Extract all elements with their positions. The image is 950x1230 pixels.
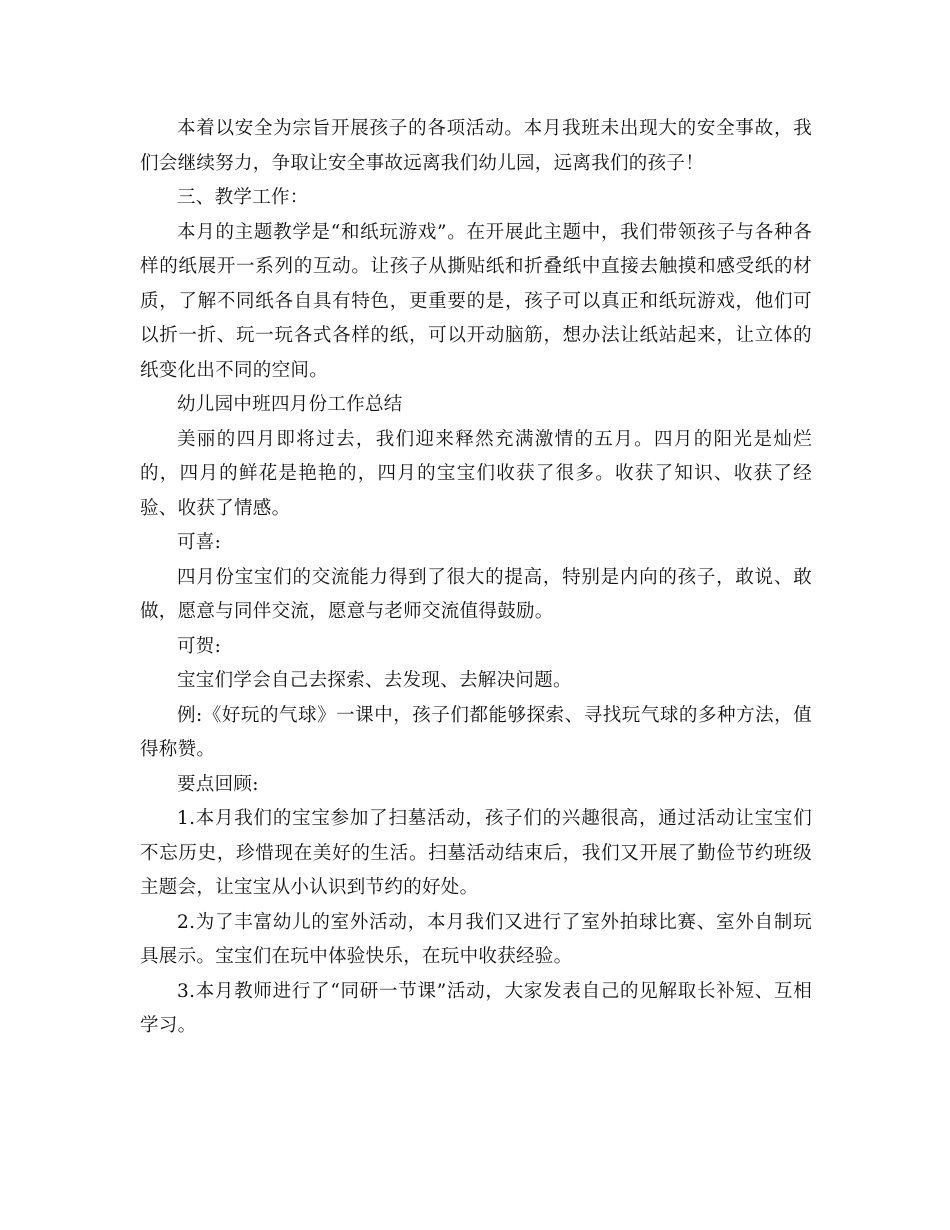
heading-teaching-work: 三、教学工作：: [177, 187, 309, 208]
paragraph-safety: 本着以安全为宗旨开展孩子的各项活动。本月我班未出现大的安全事故，我们会继续努力，争取让安全事故远离我们幼儿园，远离我们的孩子！: [140, 118, 812, 174]
list-item-review-1: 1.本月我们的宝宝参加了扫墓活动，孩子们的兴趣很高，通过活动让宝宝们不忘历史，珍惜现在美好的生活。扫墓活动结束后，我们又开展了勤俭节约班级主题会，让宝宝从小认识到节约的好处。: [140, 808, 812, 898]
list-item-review-2: 2.为了丰富幼儿的室外活动，本月我们又进行了室外拍球比赛、室外自制玩具展示。宝宝们在玩中体验快乐，在玩中收获经验。: [140, 911, 812, 967]
heading-kexi: 可喜:: [177, 532, 222, 553]
paragraph-explore: 宝宝们学会自己去探索、去发现、去解决问题。: [177, 670, 572, 691]
heading-review: 要点回顾:: [177, 773, 259, 795]
heading-april-summary: 幼儿园中班四月份工作总结: [177, 394, 403, 415]
list-item-review-3: 3.本月教师进行了“同研一节课”活动，大家发表自己的见解取长补短、互相学习。: [140, 980, 812, 1036]
document-body: [140, 112, 812, 1044]
paragraph-communication: 四月份宝宝们的交流能力得到了很大的提高，特别是内向的孩子，敢说、敢做，愿意与同伴交流，愿意与老师交流值得鼓励。: [140, 566, 812, 622]
paragraph-balloon-example: 例:《好玩的气球》一课中，孩子们都能够探索、寻找玩气球的多种方法，值得称赞。: [140, 704, 812, 760]
paragraph-april-intro: 美丽的四月即将过去，我们迎来释然充满激情的五月。四月的阳光是灿烂的，四月的鲜花是艳艳的，四月的宝宝们收获了很多。收获了知识、收获了经验、收获了情感。: [140, 428, 812, 519]
paragraph-theme-teaching: 本月的主题教学是“和纸玩游戏”。在开展此主题中，我们带领孩子与各种各样的纸展开一系列的互动。让孩子从撕贴纸和折叠纸中直接去触摸和感受纸的材质，了解不同纸各自具有特色，更重要的是，孩子可以真正和纸玩游戏，他们可以折一折、玩一玩各式各样的纸，可以开动脑筋，想办法让纸站起来，让立体的纸变化出不同的空间。: [140, 221, 812, 381]
heading-kehe: 可贺:: [177, 635, 222, 657]
